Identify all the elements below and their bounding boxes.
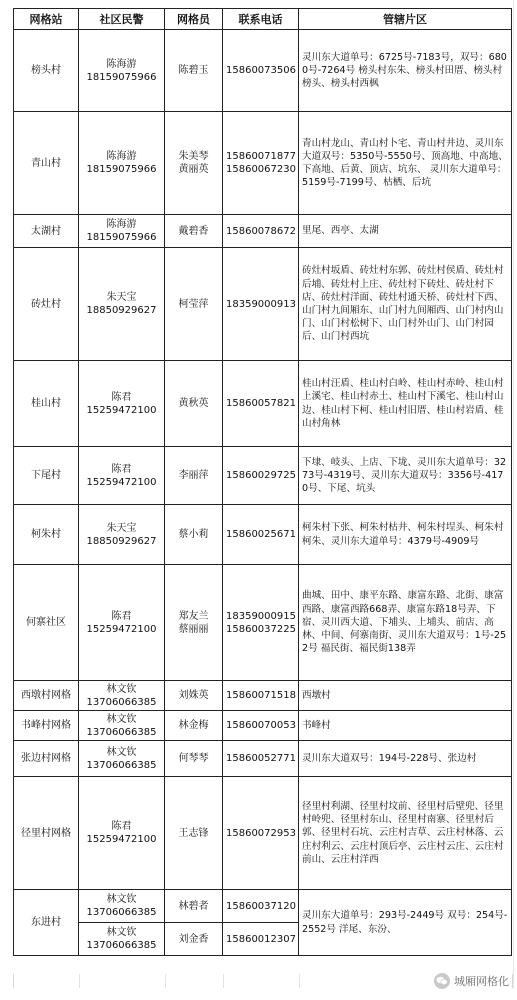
table-row (14, 248, 512, 361)
staff-phone: 15860072953 (226, 827, 296, 839)
staff-cell (165, 777, 223, 890)
staff-cell (165, 248, 223, 361)
station-cell: 东进村 (14, 890, 79, 956)
staff-name: 柯莹萍 (178, 298, 209, 310)
officer-phone: 18159075966 (86, 71, 157, 83)
officer-name: 林文钦 (106, 683, 137, 695)
station-cell: 径里村网格 (14, 777, 79, 890)
officer-cell (79, 248, 165, 361)
officer-phone: 13706066385 (86, 759, 157, 771)
grid-table (13, 8, 512, 956)
officer-cell (79, 361, 165, 447)
officer-cell (79, 447, 165, 505)
table-row (14, 890, 512, 923)
header-officer: 社区民警 (79, 9, 165, 30)
staff-phone: 15860037225 (226, 623, 296, 635)
phone-cell (223, 777, 299, 890)
officer-name: 朱天宝 (106, 522, 137, 534)
area-cell: 下埭、岐头、上店、下垅、灵川东大道单号：3273号-4319号、灵川东大道双号：3356号-4170号、下尾、坑头 (299, 447, 512, 505)
staff-name: 李丽萍 (178, 470, 209, 481)
officer-name: 陈海游 (106, 151, 137, 162)
officer-name: 陈君 (111, 610, 132, 622)
officer-name: 林文钦 (106, 894, 137, 905)
officer-cell (79, 741, 165, 777)
staff-cell (165, 361, 223, 447)
staff-phone: 15860067230 (226, 164, 296, 175)
officer-cell (79, 30, 165, 112)
table-row (14, 112, 512, 215)
officer-name: 朱天宝 (106, 292, 137, 303)
staff-phone: 15860071518 (226, 690, 296, 701)
staff-phone: 15860025671 (226, 529, 296, 540)
watermark (434, 973, 509, 989)
officer-name: 陈海游 (106, 58, 137, 70)
officer-cell (79, 215, 165, 248)
table-row (14, 711, 512, 741)
officer-phone: 15259472100 (86, 834, 157, 845)
station-cell: 书峰村网格 (14, 711, 79, 741)
officer-cell (79, 112, 165, 215)
station-cell: 桂山村 (14, 361, 79, 447)
phone-cell (223, 361, 299, 447)
staff-cell (165, 741, 223, 777)
table-row (14, 777, 512, 890)
staff-name: 刘金香 (178, 933, 209, 945)
officer-cell (79, 923, 165, 956)
phone-cell (223, 112, 299, 215)
staff-cell (165, 505, 223, 565)
officer-name: 林文钦 (106, 746, 137, 758)
phone-cell (223, 30, 299, 112)
staff-phone: 15860052771 (226, 753, 296, 764)
officer-cell (79, 777, 165, 890)
table-row (14, 447, 512, 505)
area-cell: 曲城、田中、康平东路、康富东路、北街、康富西路、康富西路668弄、康富东路18号弄、下宿、灵川西大道、下埔头、上埔头、前店、高林、中间、何寨南街、灵川东大道双号：1号-252号 福民街、福民街138弄 (299, 565, 512, 681)
wechat-icon (434, 973, 450, 989)
table-row (14, 565, 512, 681)
table-row (14, 741, 512, 777)
phone-cell (223, 215, 299, 248)
officer-phone: 18850929627 (86, 535, 157, 547)
area-cell: 里尾、西亭、太湖 (299, 215, 512, 248)
staff-name: 王志锋 (178, 827, 209, 839)
staff-phone: 15860029725 (226, 470, 296, 481)
staff-cell (165, 923, 223, 956)
staff-cell (165, 681, 223, 711)
header-station: 网格站 (14, 9, 79, 30)
officer-cell (79, 711, 165, 741)
area-cell: 西墩村 (299, 681, 512, 711)
staff-phone: 15860073506 (226, 65, 296, 76)
area-cell: 灵川东大道双号：194号-228号、张边村 (299, 741, 512, 777)
officer-phone: 15259472100 (86, 404, 157, 416)
table-row (14, 681, 512, 711)
phone-cell (223, 923, 299, 956)
station-cell: 青山村 (14, 112, 79, 215)
phone-cell (223, 447, 299, 505)
area-cell: 灵川东大道单号：293号-2449号 双号：254号-2552号 洋尾、东汾、 (299, 890, 512, 956)
table-row (14, 30, 512, 112)
officer-name: 林文钦 (106, 713, 137, 725)
phone-cell (223, 711, 299, 741)
staff-cell (165, 30, 223, 112)
spreadsheet-page (4, 0, 514, 989)
staff-cell (165, 215, 223, 248)
area-cell: 书峰村 (299, 711, 512, 741)
officer-name: 陈海游 (106, 219, 137, 230)
staff-phone: 15860071877 (226, 151, 296, 162)
station-cell: 太湖村 (14, 215, 79, 248)
area-cell: 青山村龙山、青山村卜宅、青山村井边、灵川东大道双号：5350号-5550号、顶高地、中高地、下高地、后黄、顶店、坑东、 灵川东大道单号：5159号-7199号、枯栖、后坑 (299, 112, 512, 215)
header-area: 管辖片区 (299, 9, 512, 30)
station-cell: 西墩村网格 (14, 681, 79, 711)
staff-name: 蔡小莉 (178, 529, 209, 540)
watermark-text: 城厢网格化 (454, 975, 509, 988)
table-row (14, 215, 512, 248)
header-row (14, 9, 512, 30)
staff-name: 林碧者 (178, 900, 209, 912)
phone-cell (223, 248, 299, 361)
officer-phone: 18159075966 (86, 164, 157, 175)
station-cell: 张边村网格 (14, 741, 79, 777)
staff-phone: 18359000913 (226, 298, 296, 310)
station-cell: 柯朱村 (14, 505, 79, 565)
staff-name: 黄秋英 (178, 398, 209, 409)
officer-phone: 13706066385 (86, 726, 157, 738)
officer-phone: 15259472100 (86, 476, 157, 488)
officer-phone: 13706066385 (86, 940, 157, 951)
area-cell: 柯朱村下张、柯朱村枯井、柯朱村埕头、柯朱村柯朱、灵川东大道单号：4379号-4909号 (299, 505, 512, 565)
officer-name: 林文钦 (106, 927, 137, 938)
staff-phone: 15860012307 (226, 933, 296, 945)
staff-cell (165, 112, 223, 215)
phone-cell (223, 565, 299, 681)
staff-cell (165, 711, 223, 741)
officer-phone: 18159075966 (86, 232, 157, 243)
officer-phone: 15259472100 (86, 623, 157, 635)
station-cell: 砖灶村 (14, 248, 79, 361)
header-staff: 网格员 (165, 9, 223, 30)
staff-name: 黄丽英 (178, 164, 209, 175)
staff-name: 陈碧玉 (178, 65, 209, 76)
phone-cell (223, 505, 299, 565)
area-cell: 径里村利湖、径里村坟前、径里村后壁兜、径里村岭兜、径里村东山、径里村南寨、径里村后郭、径里村石坑、云庄村吉草、云庄村林落、云庄村利云、云庄村顶后亭、云庄村云庄、云庄村前山、云庄村洋西 (299, 777, 512, 890)
staff-phone: 15860070053 (226, 720, 296, 731)
phone-cell (223, 741, 299, 777)
staff-phone: 15860037120 (226, 900, 296, 912)
staff-phone: 15860078672 (226, 225, 296, 237)
officer-name: 陈君 (111, 463, 132, 475)
station-cell: 下尾村 (14, 447, 79, 505)
header-phone: 联系电话 (223, 9, 299, 30)
officer-name: 陈君 (111, 391, 132, 403)
staff-name: 戴碧香 (178, 225, 209, 237)
station-cell: 何寨社区 (14, 565, 79, 681)
area-cell: 砖灶村坂盾、砖灶村东郭、砖灶村侯盾、砖灶村后埔、砖灶村上庄、砖灶村下砖灶、砖灶村下店、砖灶村洋面、砖灶村通天桥、砖灶村下西、山门村九间厢东、山门村九间厢西、山门村内山门、山门村松树下、山门村外山门、山门村园后、山门村西坑 (299, 248, 512, 361)
officer-phone: 13706066385 (86, 907, 157, 918)
staff-name: 刘姝英 (178, 690, 209, 701)
table-row (14, 505, 512, 565)
staff-cell (165, 447, 223, 505)
staff-name: 朱美琴 (178, 151, 209, 162)
staff-phone: 18359000915 (226, 610, 296, 622)
area-cell: 灵川东大道单号：6725号-7183号，双号：6800号-7264号 榜头村东朱、榜头村田厝、榜头村榜头、榜头村西枫 (299, 30, 512, 112)
phone-cell (223, 681, 299, 711)
staff-cell (165, 565, 223, 681)
staff-name: 林金梅 (178, 720, 209, 731)
staff-phone: 15860057821 (226, 398, 296, 409)
area-cell: 桂山村汪盾、桂山村白岭、桂山村赤岭、桂山村上溪宅、桂山村赤土、桂山村下溪宅、桂山村山边、桂山村下柯、桂山村旧厝、桂山村岩盾、桂山村角林 (299, 361, 512, 447)
officer-cell (79, 681, 165, 711)
table-row (14, 361, 512, 447)
officer-name: 陈君 (111, 821, 132, 832)
officer-phone: 13706066385 (86, 696, 157, 708)
officer-cell (79, 890, 165, 923)
phone-cell (223, 890, 299, 923)
officer-phone: 18850929627 (86, 305, 157, 316)
staff-cell (165, 890, 223, 923)
station-cell: 榜头村 (14, 30, 79, 112)
staff-name: 何琴琴 (178, 753, 209, 764)
staff-name: 蔡丽丽 (178, 623, 209, 635)
officer-cell (79, 565, 165, 681)
staff-name: 郑友兰 (178, 610, 209, 622)
officer-cell (79, 505, 165, 565)
